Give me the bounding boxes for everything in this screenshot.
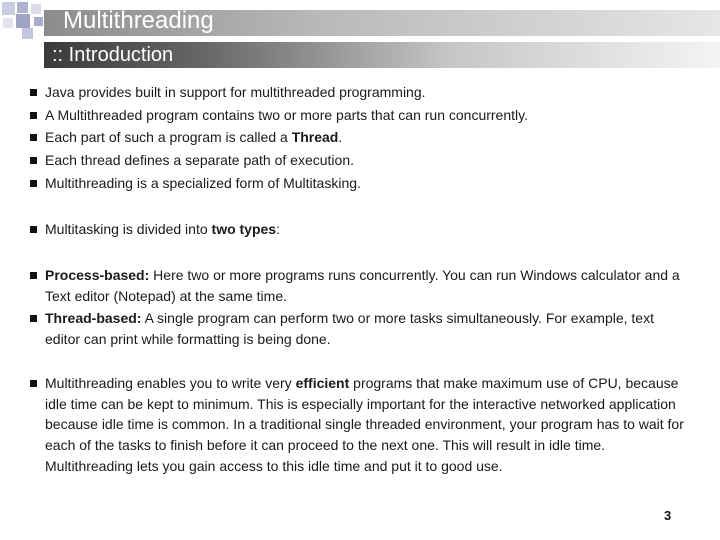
- bullet-marker-icon: [30, 180, 37, 187]
- bullet-emphasis: Thread: [291, 129, 339, 145]
- slide-title: Multithreading: [63, 7, 214, 34]
- bullet-marker-icon: [30, 272, 37, 279]
- bullet-emphasis: Process-based:: [45, 267, 150, 283]
- bullet-text: Java provides built in support for multithreaded programming.: [45, 84, 426, 100]
- bullet-text: Multithreading is a specialized form of Multitasking.: [45, 175, 361, 191]
- bullet-marker-icon: [30, 315, 37, 322]
- bullet-marker-icon: [30, 380, 37, 387]
- bullet-text: programs that make maximum use of CPU, because idle time can be kept to minimum. This is especially important for the interactive networked application because idle time is common. In a traditional single threaded environment, your program has to wait for each of the tasks to finish before it can proceed to the next one. This will result in idle time. Multithreading lets you gain access to this idle time and put it to good use.: [45, 375, 684, 474]
- bullet-text: Multithreading enables you to write very: [45, 375, 296, 391]
- page-number: 3: [664, 508, 672, 523]
- slide-subtitle: :: Introduction: [52, 44, 174, 66]
- bullet-text: Multitasking is divided into: [45, 221, 212, 237]
- bullet-emphasis: efficient: [295, 375, 350, 391]
- bullet-text: A single program can perform two or more tasks simultaneously. For example, text editor can print while formatting is being done.: [45, 310, 654, 347]
- bullet-text: Here two or more programs runs concurrently. You can run Windows calculator and a Text editor (Notepad) at the same time.: [45, 267, 680, 304]
- bullet-marker-icon: [30, 89, 37, 96]
- bullet-emphasis: two types: [211, 221, 277, 237]
- bullet-text: :: [276, 221, 280, 237]
- bullet-marker-icon: [30, 157, 37, 164]
- bullet-marker-icon: [30, 134, 37, 141]
- bullet-text: Each part of such a program is called a: [45, 129, 292, 145]
- bullet-marker-icon: [30, 112, 37, 119]
- bullet-text: Each thread defines a separate path of execution.: [45, 152, 354, 168]
- bullet-text: A Multithreaded program contains two or more parts that can run concurrently.: [45, 107, 528, 123]
- bullet-emphasis: Thread-based:: [45, 310, 142, 326]
- bullet-text: .: [338, 129, 343, 145]
- bullet-marker-icon: [30, 226, 37, 233]
